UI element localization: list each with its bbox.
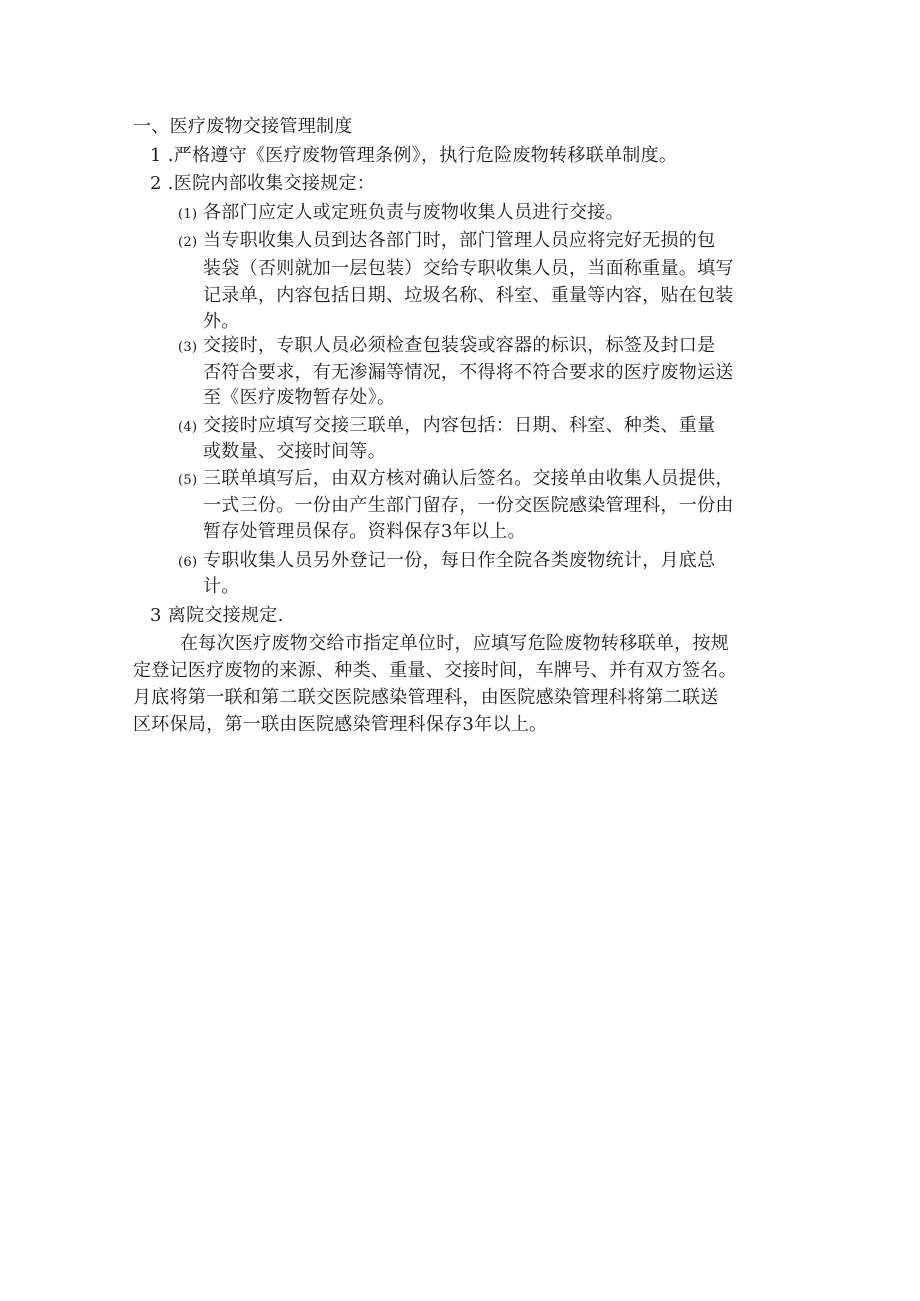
sub-item-4-line: 交接时应填写交接三联单，内容包括：日期、科室、种类、重量: [203, 415, 716, 436]
sub-item-1-line: 各部门应定人或定班负责与废物收集人员进行交接。: [203, 202, 624, 223]
sub-item-2-line: 外。: [203, 311, 240, 332]
sub-item-6-line: 专职收集人员另外登记一份，每日作全院各类废物统计，月底总: [203, 550, 716, 571]
section-heading: 一、医疗废物交接管理制度: [133, 116, 353, 137]
sub-item-5-line: 一式三份。一份由产生部门留存，一份交医院感染管理科，一份由: [203, 495, 734, 516]
sub-item-2-line: 记录单，内容包括日期、垃圾名称、科室、重量等内容，贴在包装: [203, 285, 734, 306]
sub-item-4-line: 或数量、交接时间等。: [203, 441, 386, 462]
sub-item-3-number: (3): [178, 340, 198, 355]
sub-item-3-line: 至《医疗废物暂存处》。: [203, 387, 396, 408]
sub-item-2-line: 装袋（否则就加一层包装）交给专职收集人员，当面称重量。填写: [203, 258, 734, 279]
sub-item-5-line: 暂存处管理员保存。资料保存3年以上。: [203, 521, 526, 542]
sub-item-3-line: 否符合要求，有无渗漏等情况，不得将不符合要求的医疗废物运送: [203, 362, 734, 383]
paragraph-line: 月底将第一联和第二联交医院感染管理科，由医院感染管理科将第二联送: [133, 687, 719, 708]
sub-item-6-line: 计。: [203, 576, 240, 597]
sub-item-1-number: (1): [178, 207, 198, 222]
sub-item-2-number: (2): [178, 235, 198, 250]
sub-item-5-number: (5): [178, 473, 198, 488]
item-3: 3 离院交接规定.: [150, 605, 284, 626]
sub-item-4-number: (4): [178, 420, 198, 435]
sub-item-6-number: (6): [178, 555, 198, 570]
item-2: 2 .医院内部收集交接规定：: [150, 173, 376, 194]
paragraph-line: 定登记医疗废物的来源、种类、重量、交接时间，车牌号、并有双方签名。: [133, 660, 737, 681]
paragraph-line: 区环保局，第一联由医院感染管理科保存3年以上。: [133, 714, 548, 735]
item-1: 1 .严格遵守《医疗废物管理条例》，执行危险废物转移联单制度。: [150, 145, 678, 166]
sub-item-5-line: 三联单填写后，由双方核对确认后签名。交接单由收集人员提供，: [203, 468, 734, 489]
sub-item-2-line: 当专职收集人员到达各部门时，部门管理人员应将完好无损的包: [203, 230, 716, 251]
paragraph-line: 在每次医疗废物交给市指定单位时，应填写危险废物转移联单，按规: [180, 633, 729, 654]
sub-item-3-line: 交接时，专职人员必须检查包装袋或容器的标识，标签及封口是: [203, 335, 716, 356]
